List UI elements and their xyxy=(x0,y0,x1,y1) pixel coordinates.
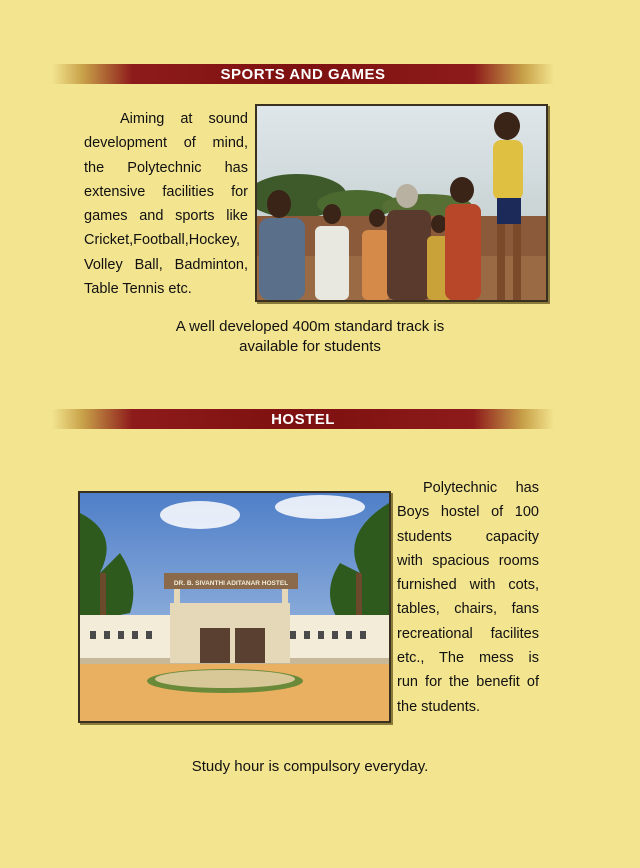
sports-award-photo xyxy=(255,104,548,302)
sports-description xyxy=(84,107,248,301)
hostel-line: recreational facilites xyxy=(397,625,539,642)
track-note-line-2: available for students xyxy=(239,338,381,355)
hostel-line: students capacity xyxy=(397,528,539,545)
sports-line: games and sports like xyxy=(84,208,248,225)
section-heading-hostel: HOSTEL xyxy=(271,410,335,428)
hostel-line: Boys hostel of 100 xyxy=(397,504,539,521)
section-heading-sports: SPORTS AND GAMES xyxy=(220,65,386,83)
study-hour-text: Study hour is compulsory everyday. xyxy=(191,758,429,775)
hostel-line: tables, chairs, fans xyxy=(397,601,539,618)
hostel-line: etc., The mess is xyxy=(397,650,539,667)
section-banner-hostel xyxy=(52,409,554,429)
sports-line: development of mind, xyxy=(84,135,248,152)
sports-line: Volley Ball, Badminton, xyxy=(84,256,248,273)
sports-line: extensive facilities for xyxy=(84,183,248,200)
hostel-building-image xyxy=(80,493,389,721)
hostel-line: run for the benefit of xyxy=(397,674,539,691)
track-note xyxy=(120,317,500,357)
sports-line: Table Tennis etc. xyxy=(84,281,192,298)
sports-line: the Polytechnic has xyxy=(84,159,248,176)
hostel-sign-text: DR. B. SIVANTHI ADITANAR HOSTEL xyxy=(173,580,289,587)
hostel-line: with spacious rooms xyxy=(397,552,539,569)
track-note-line-1: A well developed 400m standard track is xyxy=(175,318,445,335)
hostel-line: the students. xyxy=(397,698,481,715)
study-hour-note xyxy=(140,757,480,777)
hostel-description xyxy=(397,476,539,719)
sports-line: Cricket,Football,Hockey, xyxy=(84,232,241,249)
hostel-line: Polytechnic has xyxy=(423,480,539,496)
hostel-line: furnished with cots, xyxy=(397,577,539,594)
medal-ceremony-image xyxy=(257,106,546,300)
section-banner-sports xyxy=(52,64,554,84)
sports-line: Aiming at sound xyxy=(120,111,248,127)
hostel-photo xyxy=(78,491,391,723)
